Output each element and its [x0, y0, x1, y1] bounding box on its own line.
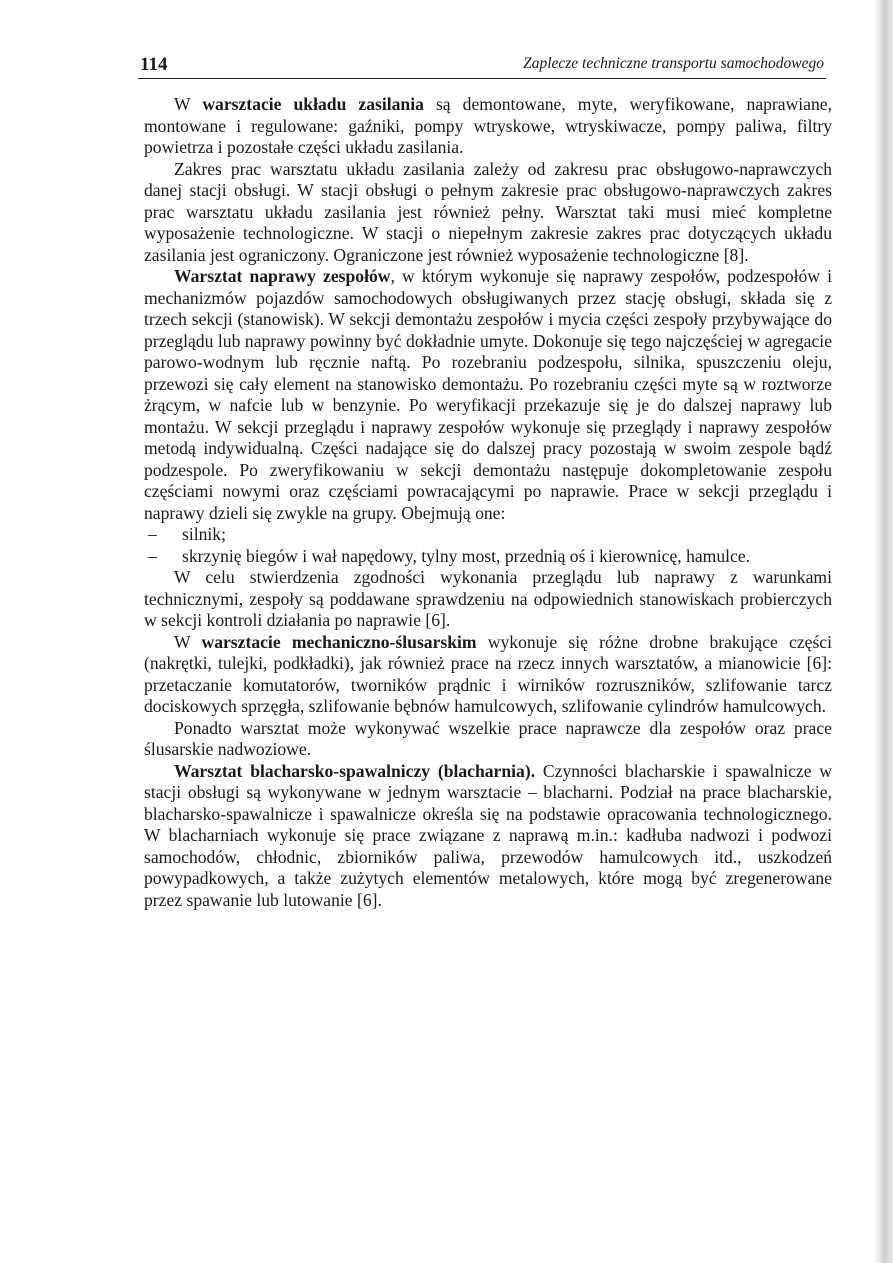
- page-header: [138, 52, 826, 79]
- paragraph-text: W: [174, 631, 202, 652]
- paragraph-text: wykonuje się różne drobne brakujące części (nakrętki, tulejki, podkładki), jak również prace na rzecz innych warsztatów, a mianowicie [6]: przetaczanie komutatorów, tworników prądnic i wirników rozruszników, szlifowanie tarcz dociskowych sprzęgła, szlifowanie bębnów hamulcowych, szlifowanie cylindrów hamulcowych.: [144, 631, 833, 716]
- list-item-text: silnik;: [182, 524, 226, 544]
- paragraph-assembly-repair-workshop: [144, 266, 832, 524]
- paragraph-text: są demontowane, myte, weryfikowane, naprawiane, montowane i regulowane: gaźniki, pompy wtryskowe, wtryskiwacze, pompy paliwa, filtry powietrza i pozostałe części układu zasilania.: [144, 94, 832, 157]
- list-dash: –: [148, 545, 157, 566]
- bold-term: Warsztat blacharsko-spawalniczy (blacharnia).: [174, 760, 536, 781]
- paragraph-additional-work: Ponadto warsztat może wykonywać wszelkie prace naprawcze dla zespołów oraz prace ślusarskie nadwoziowe.: [144, 717, 832, 759]
- paragraph-sheet-metal-workshop: [144, 761, 832, 912]
- list-item: [144, 546, 832, 568]
- paragraph-text: Czynności blacharskie i spawalnicze w stacji obsługi są wykonywane w jednym warsztacie – blacharni. Podział na prace blacharskie, blacharsko-spawalnicze i spawalnicze określa się na podstawie opracowania technologicznego. W blacharniach wykonuje się prace związane z naprawą m.in.: kadłuba nadwozi i podwozi samochodów, chłodnic, zbiorników paliwa, przewodów hamulcowych itd., uszkodzeń powypadkowych, a także zużytych elementów metalowych, które mogą być zregenerowane przez spawanie lub lutowanie [6].: [144, 760, 832, 910]
- running-title: Zaplecze techniczne transportu samochodowego: [523, 55, 824, 72]
- bold-term: warsztacie układu zasilania: [202, 94, 424, 114]
- paragraph-fuel-system-workshop: [144, 94, 832, 159]
- paragraph-text: , w którym wykonuje się naprawy zespołów, podzespołów i mechanizmów pojazdów samochodowych obsługiwanych przez stację obsługi, składa się z trzech sekcji (stanowisk). W sekcji demontażu zespołów i mycia części zespoły przybywające do przeglądu lub naprawy powinny być dokładnie umyte. Dokonuje się tego najczęściej w agregacie parowo-wodnym lub ręcznie naftą. Po rozebraniu podzespołu, silnika, spuszczeniu oleju, przewozi się cały element na stanowisko demontażu. Po rozebraniu części myte są w roztworze żrącym, w nafcie lub w benzynie. Po weryfikacji przekazuje się je do dalszej naprawy lub montażu. W sekcji przeglądu i naprawy zespołów wykonuje się przeglądy i naprawy zespołów metodą indywidualną. Części nadające się do dalszej pracy pozostają w swoim zespole bądź podzespole. Po zweryfikowaniu w sekcji demontażu następuje dokompletowanie zespołu częściami nowymi oraz częściami powracającymi po naprawie. Prace w sekcji przeglądu i naprawy dzieli się zwykle na grupy. Obejmują one:: [144, 266, 832, 523]
- repair-groups-list: [144, 524, 832, 567]
- list-item-text: skrzynię biegów i wał napędowy, tylny most, przednią oś i kierownicę, hamulce.: [182, 545, 751, 566]
- page-number: 114: [140, 54, 168, 75]
- body-text: [144, 94, 832, 911]
- paragraph-fuel-scope: Zakres prac warsztatu układu zasilania zależy od zakresu prac obsługowo-naprawczych danej stacji obsługi. W stacji obsługi o pełnym zakresie prac obsługowo-naprawczych zakres prac warsztatu układu zasilania jest również pełny. Warsztat taki musi mieć kompletne wyposażenie technologiczne. W stacji o niepełnym zakresie zakres prac dotyczących układu zasilania jest ograniczony. Ograniczone jest również wyposażenie technologiczne [8].: [144, 158, 832, 265]
- paragraph-text: W: [174, 94, 203, 114]
- bold-term: Warsztat naprawy zespołów: [174, 266, 391, 286]
- paragraph-testing: W celu stwierdzenia zgodności wykonania przeglądu lub naprawy z warunkami technicznymi, zespoły są poddawane sprawdzeniu na odpowiednich stanowiskach probierczych w sekcji kontroli działania po naprawie [6].: [144, 567, 832, 630]
- list-item: [144, 524, 832, 546]
- list-dash: –: [148, 524, 157, 544]
- scan-page-edge: [873, 0, 893, 1263]
- bold-term: warsztacie mechaniczno-ślusarskim: [201, 631, 477, 652]
- paragraph-mechanical-workshop: [144, 632, 832, 718]
